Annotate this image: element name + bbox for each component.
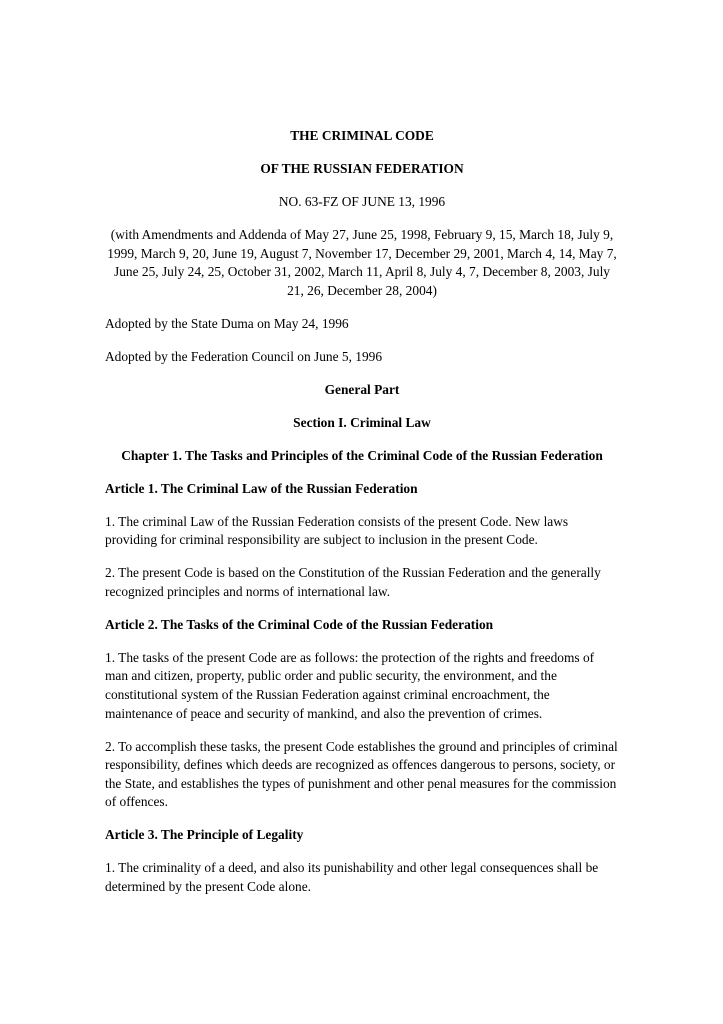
article-2-paragraph-1: 1. The tasks of the present Code are as follows: the protection of the rights and freedoms of man and citizen, property, public order and public security, the environment, and the constitutional system of the Russian Federation against criminal encroachment, the maintenance of peace and security of mankind, and also the prevention of crimes. <box>105 649 595 721</box>
article-2-heading: Article 2. The Tasks of the Criminal Code of the Russian Federation <box>105 616 494 632</box>
article-1-paragraph-2: 2. The present Code is based on the Constitution of the Russian Federation and the generally recognized principles and norms of international law. <box>105 565 601 599</box>
article-1-heading: Article 1. The Criminal Law of the Russian Federation <box>105 480 418 496</box>
doc-number-line: NO. 63-FZ OF JUNE 13, 1996 <box>278 193 446 209</box>
section-1-heading: Section I. Criminal Law <box>293 414 431 430</box>
adopted-federation-council: Adopted by the Federation Council on June 5, 1996 <box>105 348 383 364</box>
general-part-heading: General Part <box>324 381 400 397</box>
amendments-note: (with Amendments and Addenda of May 27, June 25, 1998, February 9, 15, March 18, July 9, 1999, March 9, 20, June 19, August 7, November 17, December 29, 2001, March 4, 14, May 7, June 25, July 24, 25, October 31, 2002, March 11, April 8, July 4, 7, December 8, 2003, July 21, 26, December 28, 2004) <box>107 226 617 298</box>
article-1-paragraph-1: 1. The criminal Law of the Russian Federation consists of the present Code. New laws providing for criminal responsibility are subject to inclusion in the present Code. <box>105 513 569 548</box>
doc-title-line-2: OF THE RUSSIAN FEDERATION <box>260 160 464 176</box>
document-body <box>105 127 619 896</box>
article-3-heading: Article 3. The Principle of Legality <box>105 827 304 843</box>
chapter-1-heading: Chapter 1. The Tasks and Principles of the Criminal Code of the Russian Federation <box>121 447 603 463</box>
adopted-state-duma: Adopted by the State Duma on May 24, 1996 <box>105 315 349 331</box>
article-3-paragraph-1: 1. The criminality of a deed, and also its punishability and other legal consequences shall be determined by the present Code alone. <box>105 860 599 894</box>
doc-title-line-1: THE CRIMINAL CODE <box>290 128 434 143</box>
article-2-paragraph-2: 2. To accomplish these tasks, the present Code establishes the ground and principles of criminal responsibility, defines which deeds are recognized as offences dangerous to persons, society, or the State, and establishes the types of punishment and other penal measures for the commission of offences. <box>105 738 618 810</box>
